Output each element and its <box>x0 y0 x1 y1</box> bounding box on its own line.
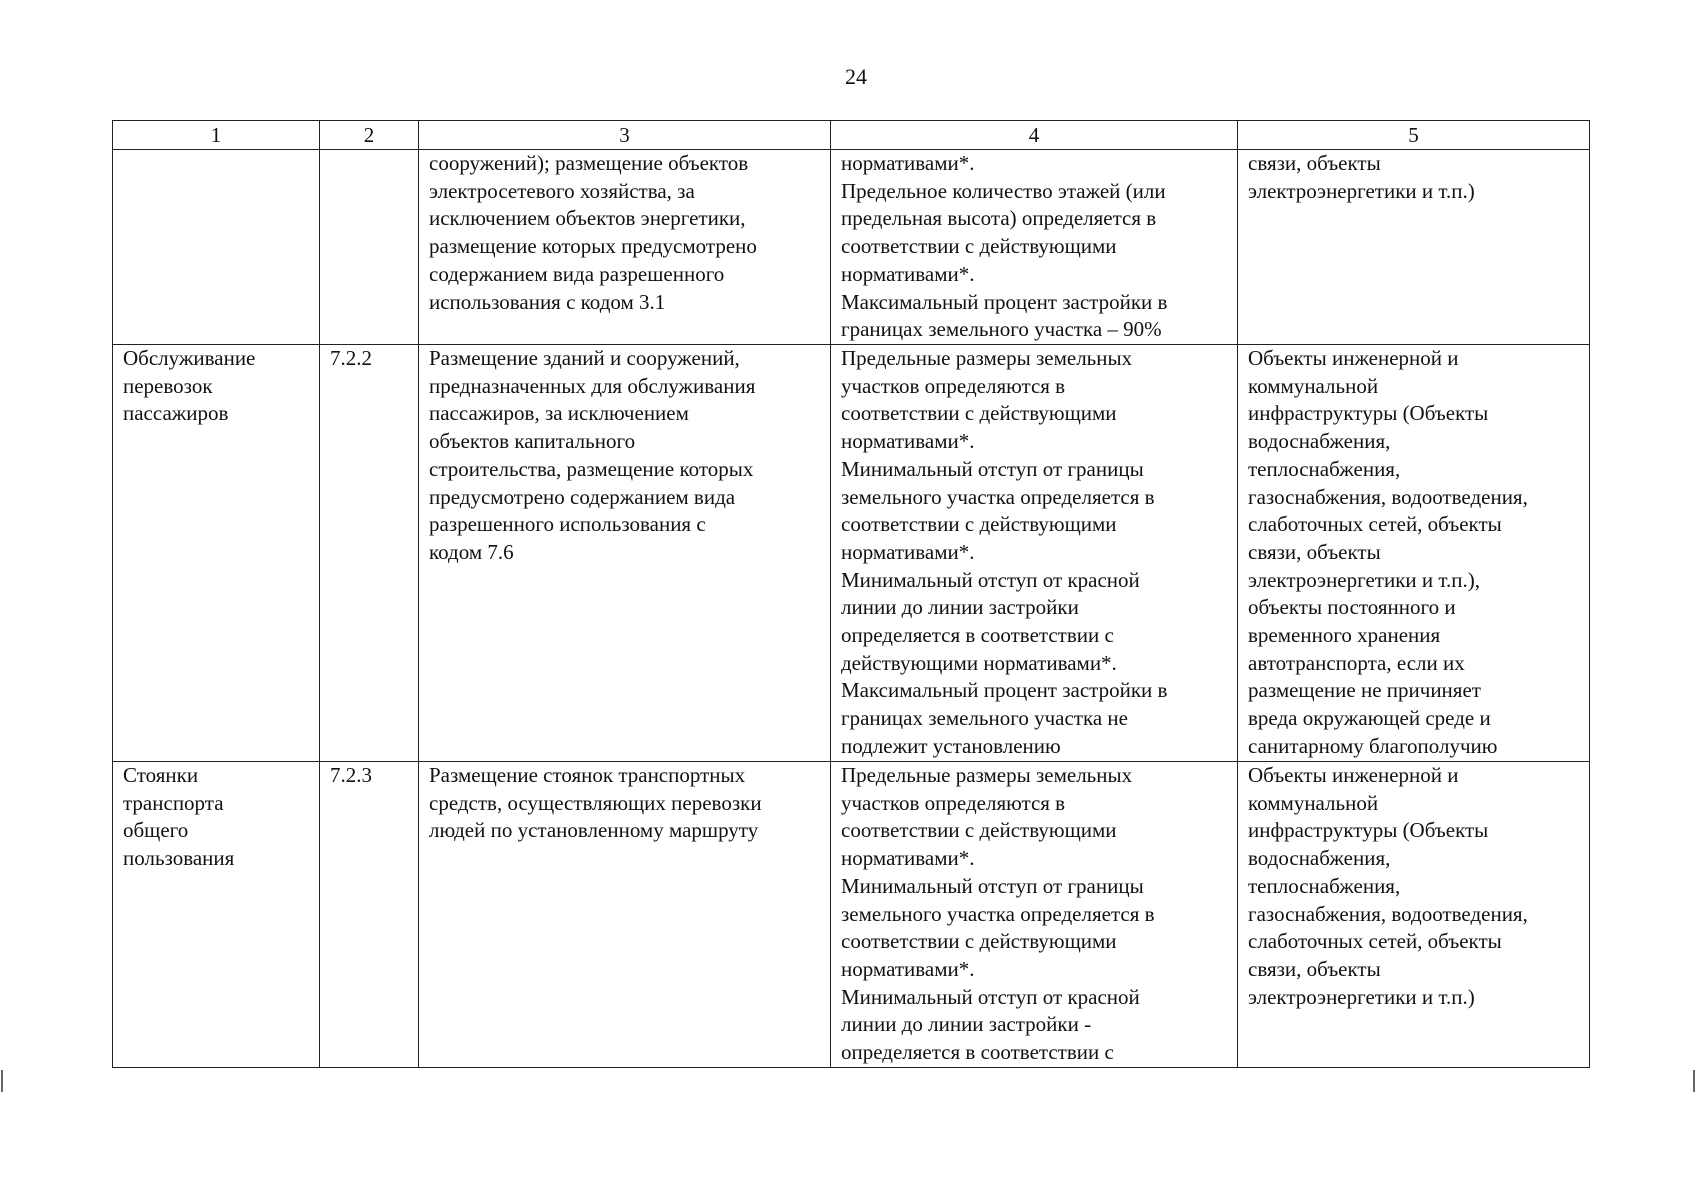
use-name-cell: Обслуживание перевозок пассажиров <box>113 345 320 762</box>
column-header-4: 4 <box>831 121 1238 150</box>
use-code-cell: 7.2.3 <box>320 762 419 1068</box>
use-description-cell: Размещение зданий и сооружений, предназначенных для обслуживания пассажиров, за исключением объектов капитального строительства, размещение которых предусмотрено содержанием вида разрешенного использования с кодом 7.6 <box>419 345 831 762</box>
land-use-table <box>112 120 1590 1068</box>
parameters-cell: Предельные размеры земельных участков определяются в соответствии с действующими нормативами*. Минимальный отступ от границы земельного участка определяется в соответствии с действующими нормативами*. Минимальный отступ от красной линии до линии застройки определяется в соответствии с действующими нормативами*. Максимальный процент застройки в границах земельного участка не подлежит установлению <box>831 345 1238 762</box>
column-header-3: 3 <box>419 121 831 150</box>
column-number-row <box>113 121 1590 150</box>
parameters-cell: Предельные размеры земельных участков определяются в соответствии с действующими нормативами*. Минимальный отступ от границы земельного участка определяется в соответствии с действующими нормативами*. Минимальный отступ от красной линии до линии застройки - определяется в соответствии с <box>831 762 1238 1068</box>
scan-edge-mark-left <box>1 1070 3 1092</box>
column-header-1: 1 <box>113 121 320 150</box>
use-description-cell: сооружений); размещение объектов электросетевого хозяйства, за исключением объектов энергетики, размещение которых предусмотрено содержанием вида разрешенного использования с кодом 3.1 <box>419 150 831 345</box>
use-code-cell: 7.2.2 <box>320 345 419 762</box>
auxiliary-uses-cell: Объекты инженерной и коммунальной инфраструктуры (Объекты водоснабжения, теплоснабжения, газоснабжения, водоотведения, слаботочных сетей, объекты связи, объекты электроэнергетики и т.п.) <box>1238 762 1590 1068</box>
auxiliary-uses-cell: связи, объекты электроэнергетики и т.п.) <box>1238 150 1590 345</box>
table-row <box>113 345 1590 762</box>
scan-edge-mark-right <box>1693 1070 1695 1092</box>
page-number: 24 <box>845 64 867 89</box>
use-description-cell: Размещение стоянок транспортных средств, осуществляющих перевозки людей по установленному маршруту <box>419 762 831 1068</box>
column-header-2: 2 <box>320 121 419 150</box>
auxiliary-uses-cell: Объекты инженерной и коммунальной инфраструктуры (Объекты водоснабжения, теплоснабжения, газоснабжения, водоотведения, слаботочных сетей, объекты связи, объекты электроэнергетики и т.п.), объекты постоянного и временного хранения автотранспорта, если их размещение не причиняет вреда окружающей среде и санитарному благополучию <box>1238 345 1590 762</box>
column-header-5: 5 <box>1238 121 1590 150</box>
table-row <box>113 150 1590 345</box>
use-code-cell <box>320 150 419 345</box>
use-name-cell <box>113 150 320 345</box>
use-name-cell: Стоянки транспорта общего пользования <box>113 762 320 1068</box>
table-row <box>113 762 1590 1068</box>
parameters-cell: нормативами*. Предельное количество этажей (или предельная высота) определяется в соответствии с действующими нормативами*. Максимальный процент застройки в границах земельного участка – 90% <box>831 150 1238 345</box>
